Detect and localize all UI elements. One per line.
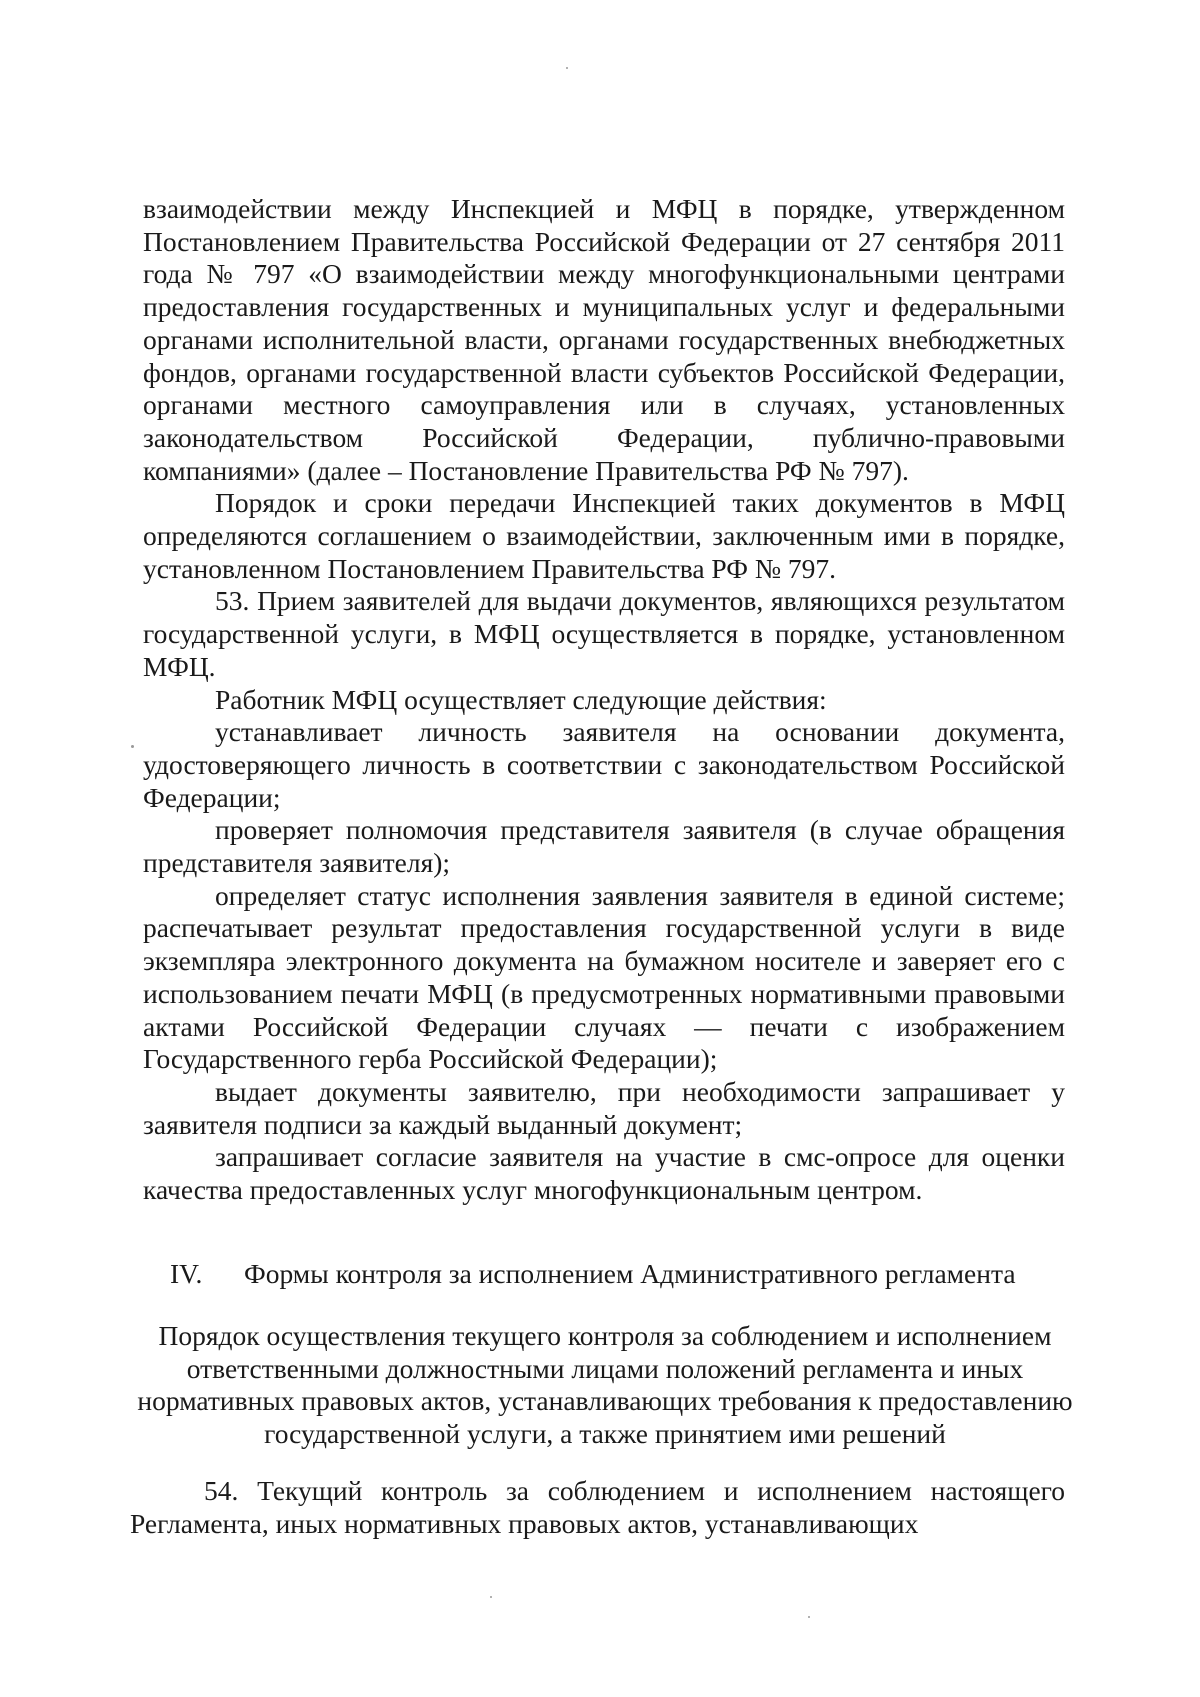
paragraph-status-print: определяет статус исполнения заявления заявителя в единой системе; распечатывает результат предоставления государственной услуги в виде экземпляра электронного документа на бумажном носителе и заверяет его с использованием печати МФЦ (в предусмотренных нормативными правовыми актами Российской Федерации случаях — печати с изображением Государственного герба Российской Федерации); — [143, 879, 1065, 1075]
paragraph-continuation: взаимодействии между Инспекцией и МФЦ в порядке, утвержденном Постановлением Правительства Российской Федерации от 27 сентября 2011 года № 797 «О взаимодействии между многофункциональными центрами предоставления государственных и муниципальных услуг и федеральными органами исполнительной власти, органами государственных внебюджетных фондов, органами государственной власти субъектов Российской Федерации, органами местного самоуправления или в случаях, установленных законодательством Российской Федерации, публично-правовыми компаниями» (далее – Постановление Правительства РФ № 797). — [143, 193, 1065, 486]
scan-speck — [808, 1616, 810, 1618]
paragraph-sms-survey: запрашивает согласие заявителя на участие в смс-опросе для оценки качества предоставленных услуг многофункциональным центром. — [143, 1141, 1065, 1206]
section-number: IV. — [170, 1258, 203, 1289]
paragraph-authority-check: проверяет полномочия представителя заявителя (в случае обращения представителя заявителя); — [143, 814, 1065, 879]
paragraph-actions-intro: Работник МФЦ осуществляет следующие действия: — [215, 683, 827, 715]
paragraph-transfer-terms: Порядок и сроки передачи Инспекцией таких документов в МФЦ определяются соглашением о взаимодействии, заключенным ими в порядке, установленном Постановлением Правительства РФ № 797. — [143, 487, 1065, 584]
section-heading — [143, 1258, 1065, 1291]
scan-speck — [490, 1596, 492, 1598]
scan-speck — [566, 67, 568, 69]
document-tail — [130, 1475, 1065, 1540]
paragraph-identity-check: устанавливает личность заявителя на основании документа, удостоверяющего личность в соответствии с законодательством Российской Федерации; — [143, 716, 1065, 813]
paragraph-53: 53. Прием заявителей для выдачи документов, являющихся результатом государственной услуги, в МФЦ осуществляется в порядке, установленном МФЦ. — [143, 585, 1065, 682]
paragraph-54: 54. Текущий контроль за соблюдением и исполнением настоящего Регламента, иных нормативных правовых актов, устанавливающих — [130, 1475, 1065, 1539]
section-title: Формы контроля за исполнением Административного регламента — [244, 1258, 1016, 1289]
paragraph-issue-documents: выдает документы заявителю, при необходимости запрашивает у заявителя подписи за каждый выданный документ; — [143, 1075, 1065, 1140]
document-body — [143, 193, 1065, 1207]
subsection-heading: Порядок осуществления текущего контроля за соблюдением и исполнением ответственными должностными лицами положений регламента и иных нормативных правовых актов, устанавливающих требования к предоставлению государственной услуги, а также принятием ими решений — [137, 1320, 1073, 1450]
scan-speck — [131, 745, 134, 748]
